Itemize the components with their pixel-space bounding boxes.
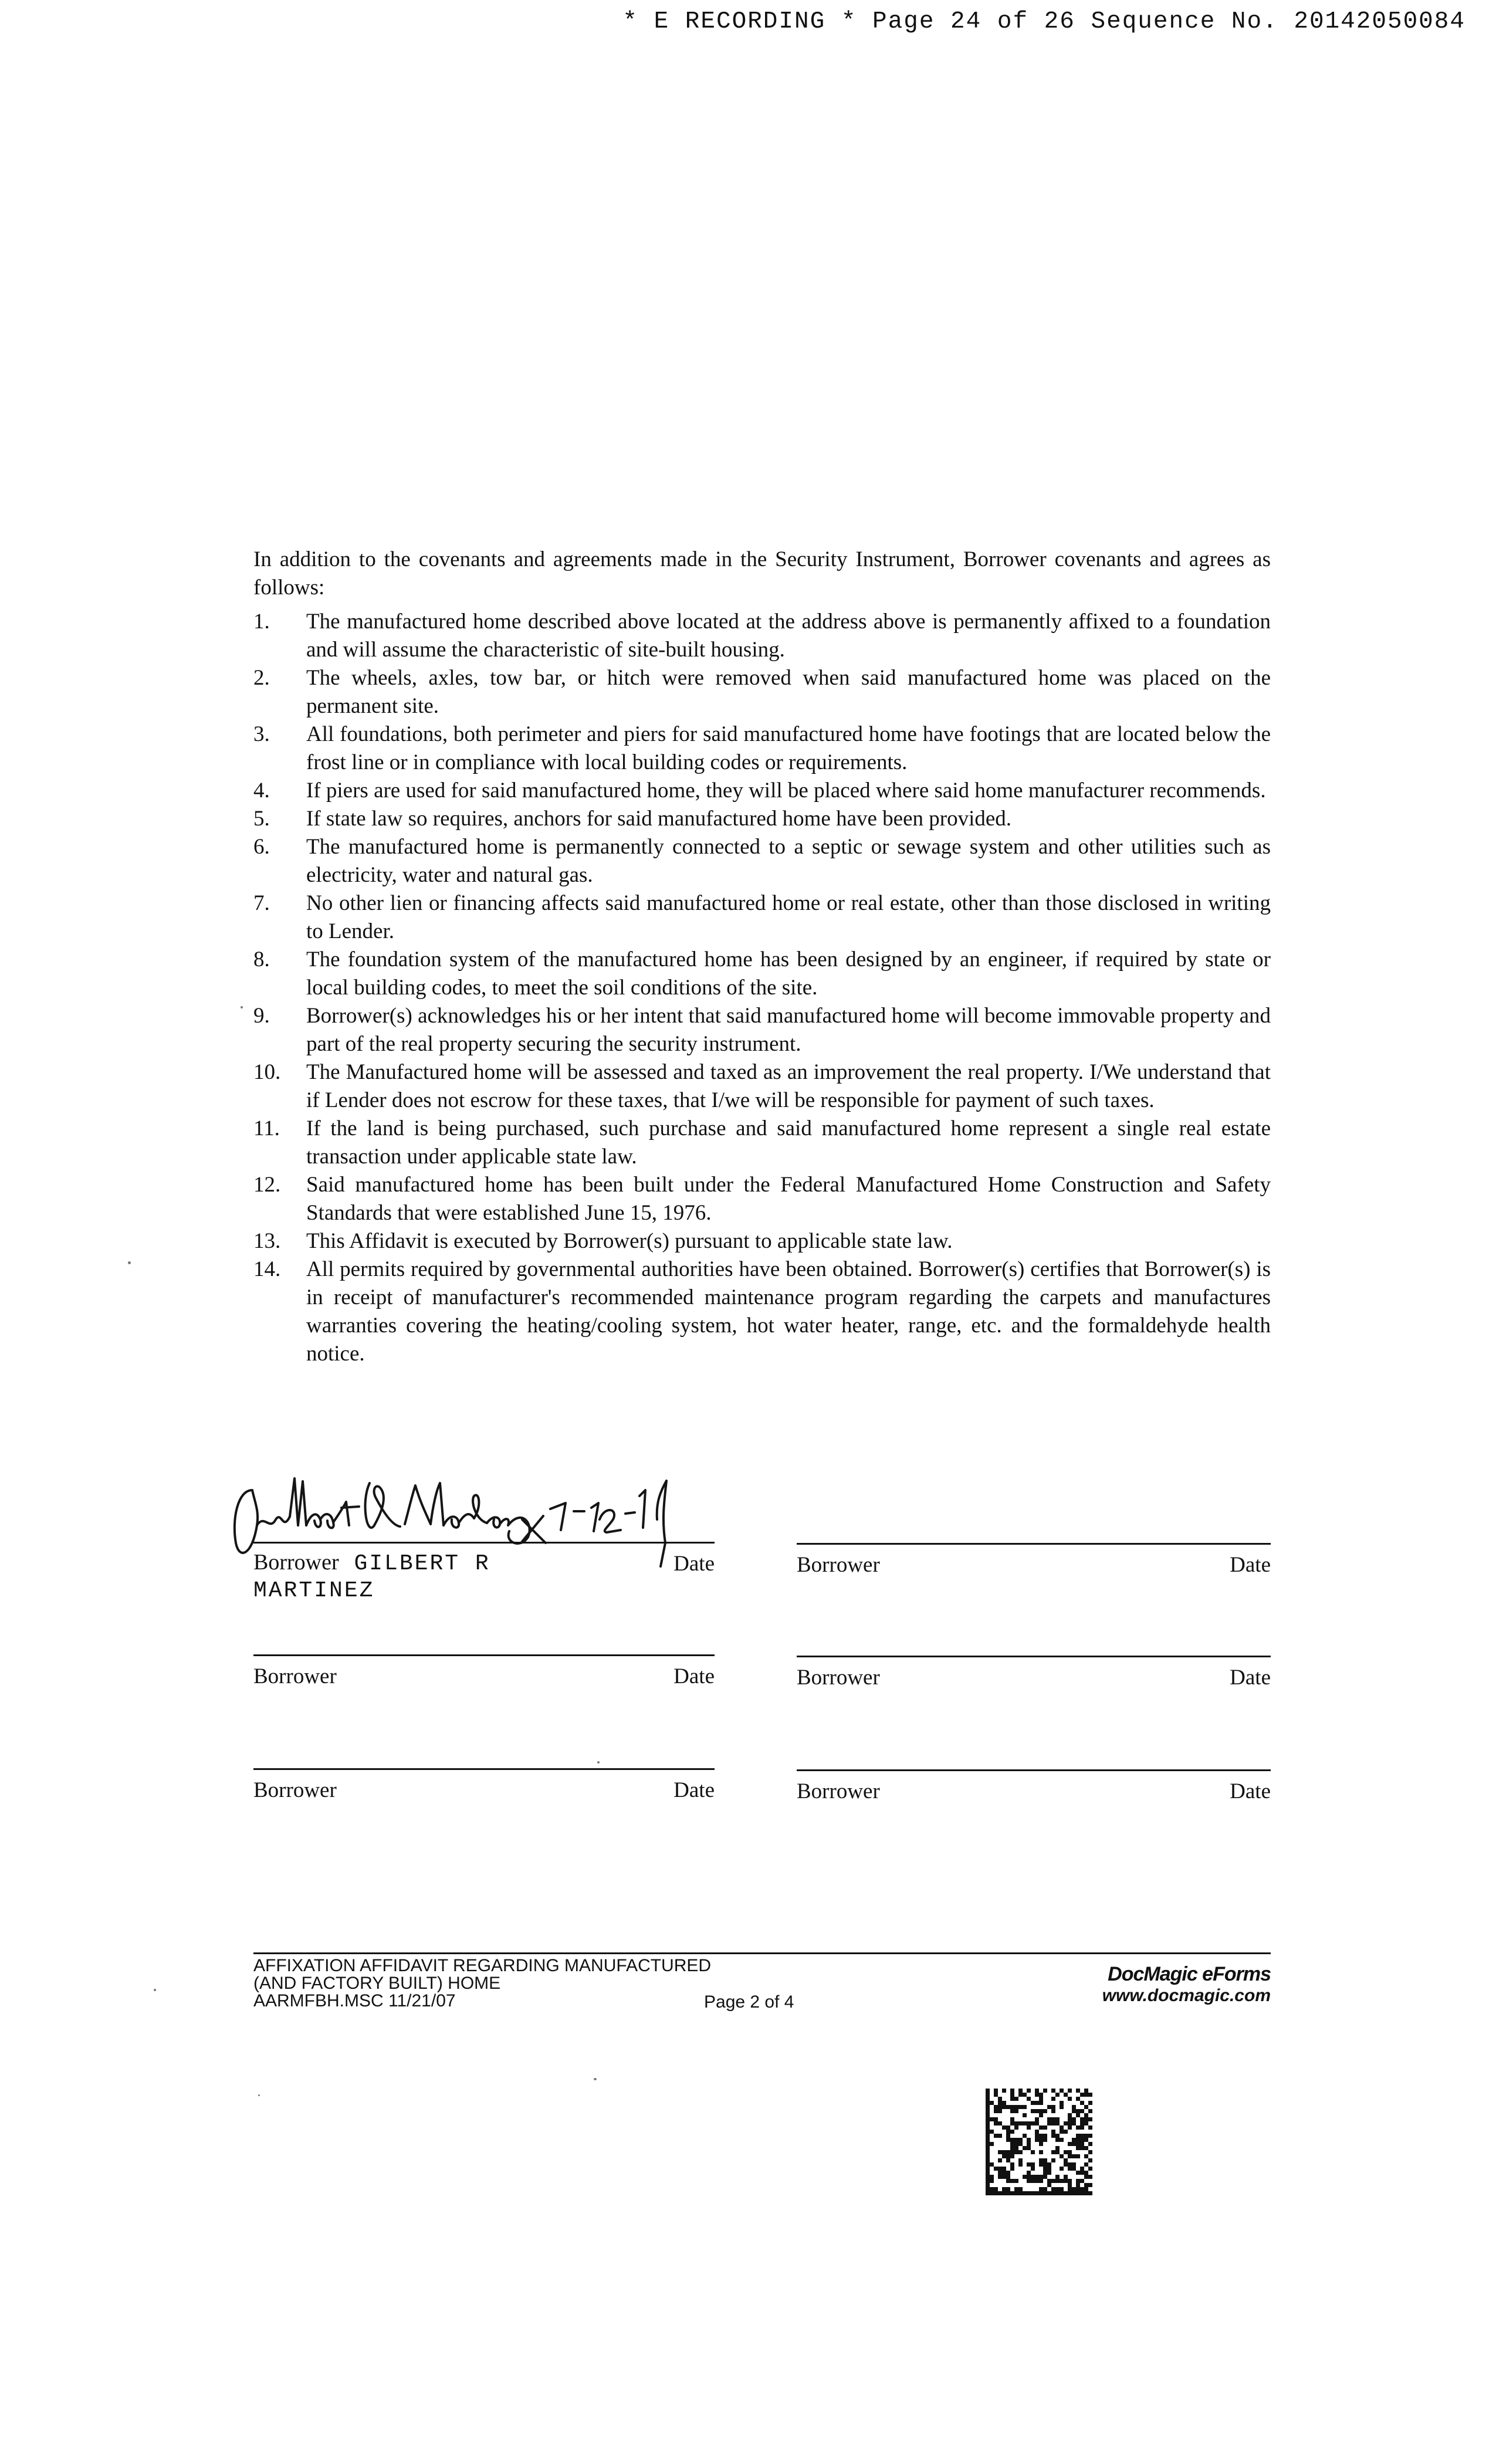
covenant-number: 2. xyxy=(253,666,270,690)
form-title-line-1: AFFIXATION AFFIDAVIT REGARDING MANUFACTURED xyxy=(253,1956,712,1975)
covenant-item xyxy=(253,805,1271,833)
covenant-number: 3. xyxy=(253,722,270,746)
covenant-item xyxy=(253,1115,1271,1171)
covenant-text: The foundation system of the manufactured home has been designed by an engineer, if required by state or local building codes, to meet the soil conditions of the site. xyxy=(306,947,1271,1000)
signature-line xyxy=(797,1656,1271,1657)
covenant-text: The Manufactured home will be assessed and taxed as an improvement the real property. I/We understand that if Lender does not escrow for these taxes, that I/we will be responsible for payment of such taxes. xyxy=(306,1060,1271,1112)
covenant-item xyxy=(253,833,1271,889)
scan-speck xyxy=(597,1761,600,1764)
covenant-number: 8. xyxy=(253,947,270,972)
signature-block-1 xyxy=(253,1542,715,1606)
signature-line xyxy=(797,1769,1271,1771)
covenant-item xyxy=(253,777,1271,805)
covenant-text: All foundations, both perimeter and piers for said manufactured home have footings that are located below the frost line or in compliance with local building codes or requirements. xyxy=(306,722,1271,774)
covenant-item xyxy=(253,664,1271,720)
covenant-item xyxy=(253,1171,1271,1227)
signature-block-4 xyxy=(797,1656,1271,1720)
covenant-item xyxy=(253,720,1271,777)
signature-line xyxy=(253,1654,715,1656)
covenant-number: 5. xyxy=(253,807,270,831)
covenant-list xyxy=(253,608,1271,1368)
covenant-text: The wheels, axles, tow bar, or hitch were removed when said manufactured home was placed on the permanent site. xyxy=(306,666,1271,718)
borrower-label: Borrower xyxy=(253,1778,337,1802)
page-number: Page 2 of 4 xyxy=(704,1992,794,2012)
borrower-label: Borrower xyxy=(797,1553,880,1577)
date-label: Date xyxy=(673,1552,715,1576)
borrower-name: Borrower GILBERT R MARTINEZ xyxy=(253,1550,490,1603)
covenant-number: 7. xyxy=(253,891,270,915)
covenant-number: 9. xyxy=(253,1004,270,1028)
affidavit-body xyxy=(253,546,1271,1368)
date-label: Date xyxy=(673,1778,715,1802)
covenant-number: 13. xyxy=(253,1229,281,1253)
covenant-text: No other lien or financing affects said manufactured home or real estate, other than those disclosed in writing to Lender. xyxy=(306,891,1271,943)
docmagic-url: www.docmagic.com xyxy=(1102,1986,1271,2005)
intro-paragraph: In addition to the covenants and agreements made in the Security Instrument, Borrower covenants and agrees as follows: xyxy=(253,547,1271,600)
covenant-number: 12. xyxy=(253,1173,281,1197)
covenant-text: The manufactured home is permanently connected to a septic or sewage system and other utilities such as electricity, water and natural gas. xyxy=(306,835,1271,887)
footer-rule xyxy=(253,1952,1271,1954)
covenant-text: Said manufactured home has been built under the Federal Manufactured Home Construction and Safety Standards that were established June 15, 1976. xyxy=(306,1173,1271,1225)
covenant-item xyxy=(253,1058,1271,1115)
covenant-text: This Affidavit is executed by Borrower(s) pursuant to applicable state law. xyxy=(306,1229,953,1253)
covenant-number: 4. xyxy=(253,779,270,803)
scan-speck xyxy=(241,1006,243,1008)
signature-block-6 xyxy=(797,1769,1271,1834)
form-identifier xyxy=(253,1957,711,2010)
signature-line xyxy=(797,1543,1271,1545)
covenant-text: If state law so requires, anchors for said manufactured home have been provided. xyxy=(306,807,1012,831)
covenant-number: 11. xyxy=(253,1116,280,1140)
date-label: Date xyxy=(673,1664,715,1688)
covenant-item xyxy=(253,1255,1271,1368)
covenant-text: Borrower(s) acknowledges his or her intent that said manufactured home will become immovable property and part of the real property securing the security instrument. xyxy=(306,1004,1271,1056)
signature-block-2 xyxy=(797,1543,1271,1607)
barcode-icon xyxy=(986,2089,1092,2195)
scan-speck xyxy=(128,1261,131,1264)
covenant-item xyxy=(253,1227,1271,1255)
form-title-line-2: (AND FACTORY BUILT) HOME xyxy=(253,1974,501,1993)
scan-speck xyxy=(258,2094,260,2096)
covenant-number: 10. xyxy=(253,1060,281,1084)
recording-header: * E RECORDING * Page 24 of 26 Sequence No. 20142050084 xyxy=(622,8,1465,35)
signature-line xyxy=(253,1542,715,1544)
docmagic-logo: DocMagic eForms xyxy=(1108,1963,1271,1985)
covenant-item xyxy=(253,946,1271,1002)
covenant-item xyxy=(253,608,1271,664)
signature-block-3 xyxy=(253,1654,715,1719)
signature-line xyxy=(253,1768,715,1770)
borrower-label: Borrower xyxy=(253,1664,337,1688)
covenant-number: 1. xyxy=(253,610,270,634)
covenant-text: The manufactured home described above located at the address above is permanently affixed to a foundation and will assume the characteristic of site-built housing. xyxy=(306,610,1271,662)
borrower-label: Borrower xyxy=(797,1666,880,1690)
covenant-text: If piers are used for said manufactured home, they will be placed where said home manufacturer recommends. xyxy=(306,779,1266,803)
scan-speck xyxy=(594,2078,597,2080)
covenant-item xyxy=(253,889,1271,946)
date-label: Date xyxy=(1230,1666,1271,1690)
scan-speck xyxy=(154,1989,156,1991)
borrower-label: Borrower xyxy=(797,1779,880,1803)
covenant-item xyxy=(253,1002,1271,1058)
covenant-number: 14. xyxy=(253,1257,281,1281)
signature-block-5 xyxy=(253,1768,715,1833)
covenant-number: 6. xyxy=(253,835,270,859)
date-label: Date xyxy=(1230,1553,1271,1577)
covenant-text: All permits required by governmental authorities have been obtained. Borrower(s) certifies that Borrower(s) is in receipt of manufacturer's recommended maintenance program regarding the carpets and manufactures warranties covering the heating/cooling system, hot water heater, range, etc. and the formaldehyde health notice. xyxy=(306,1257,1271,1366)
docmagic-branding xyxy=(1102,1963,1271,2006)
date-label: Date xyxy=(1230,1779,1271,1803)
form-code: AARMFBH.MSC 11/21/07 xyxy=(253,1991,456,2011)
covenant-text: If the land is being purchased, such purchase and said manufactured home represent a single real estate transaction under applicable state law. xyxy=(306,1116,1271,1169)
